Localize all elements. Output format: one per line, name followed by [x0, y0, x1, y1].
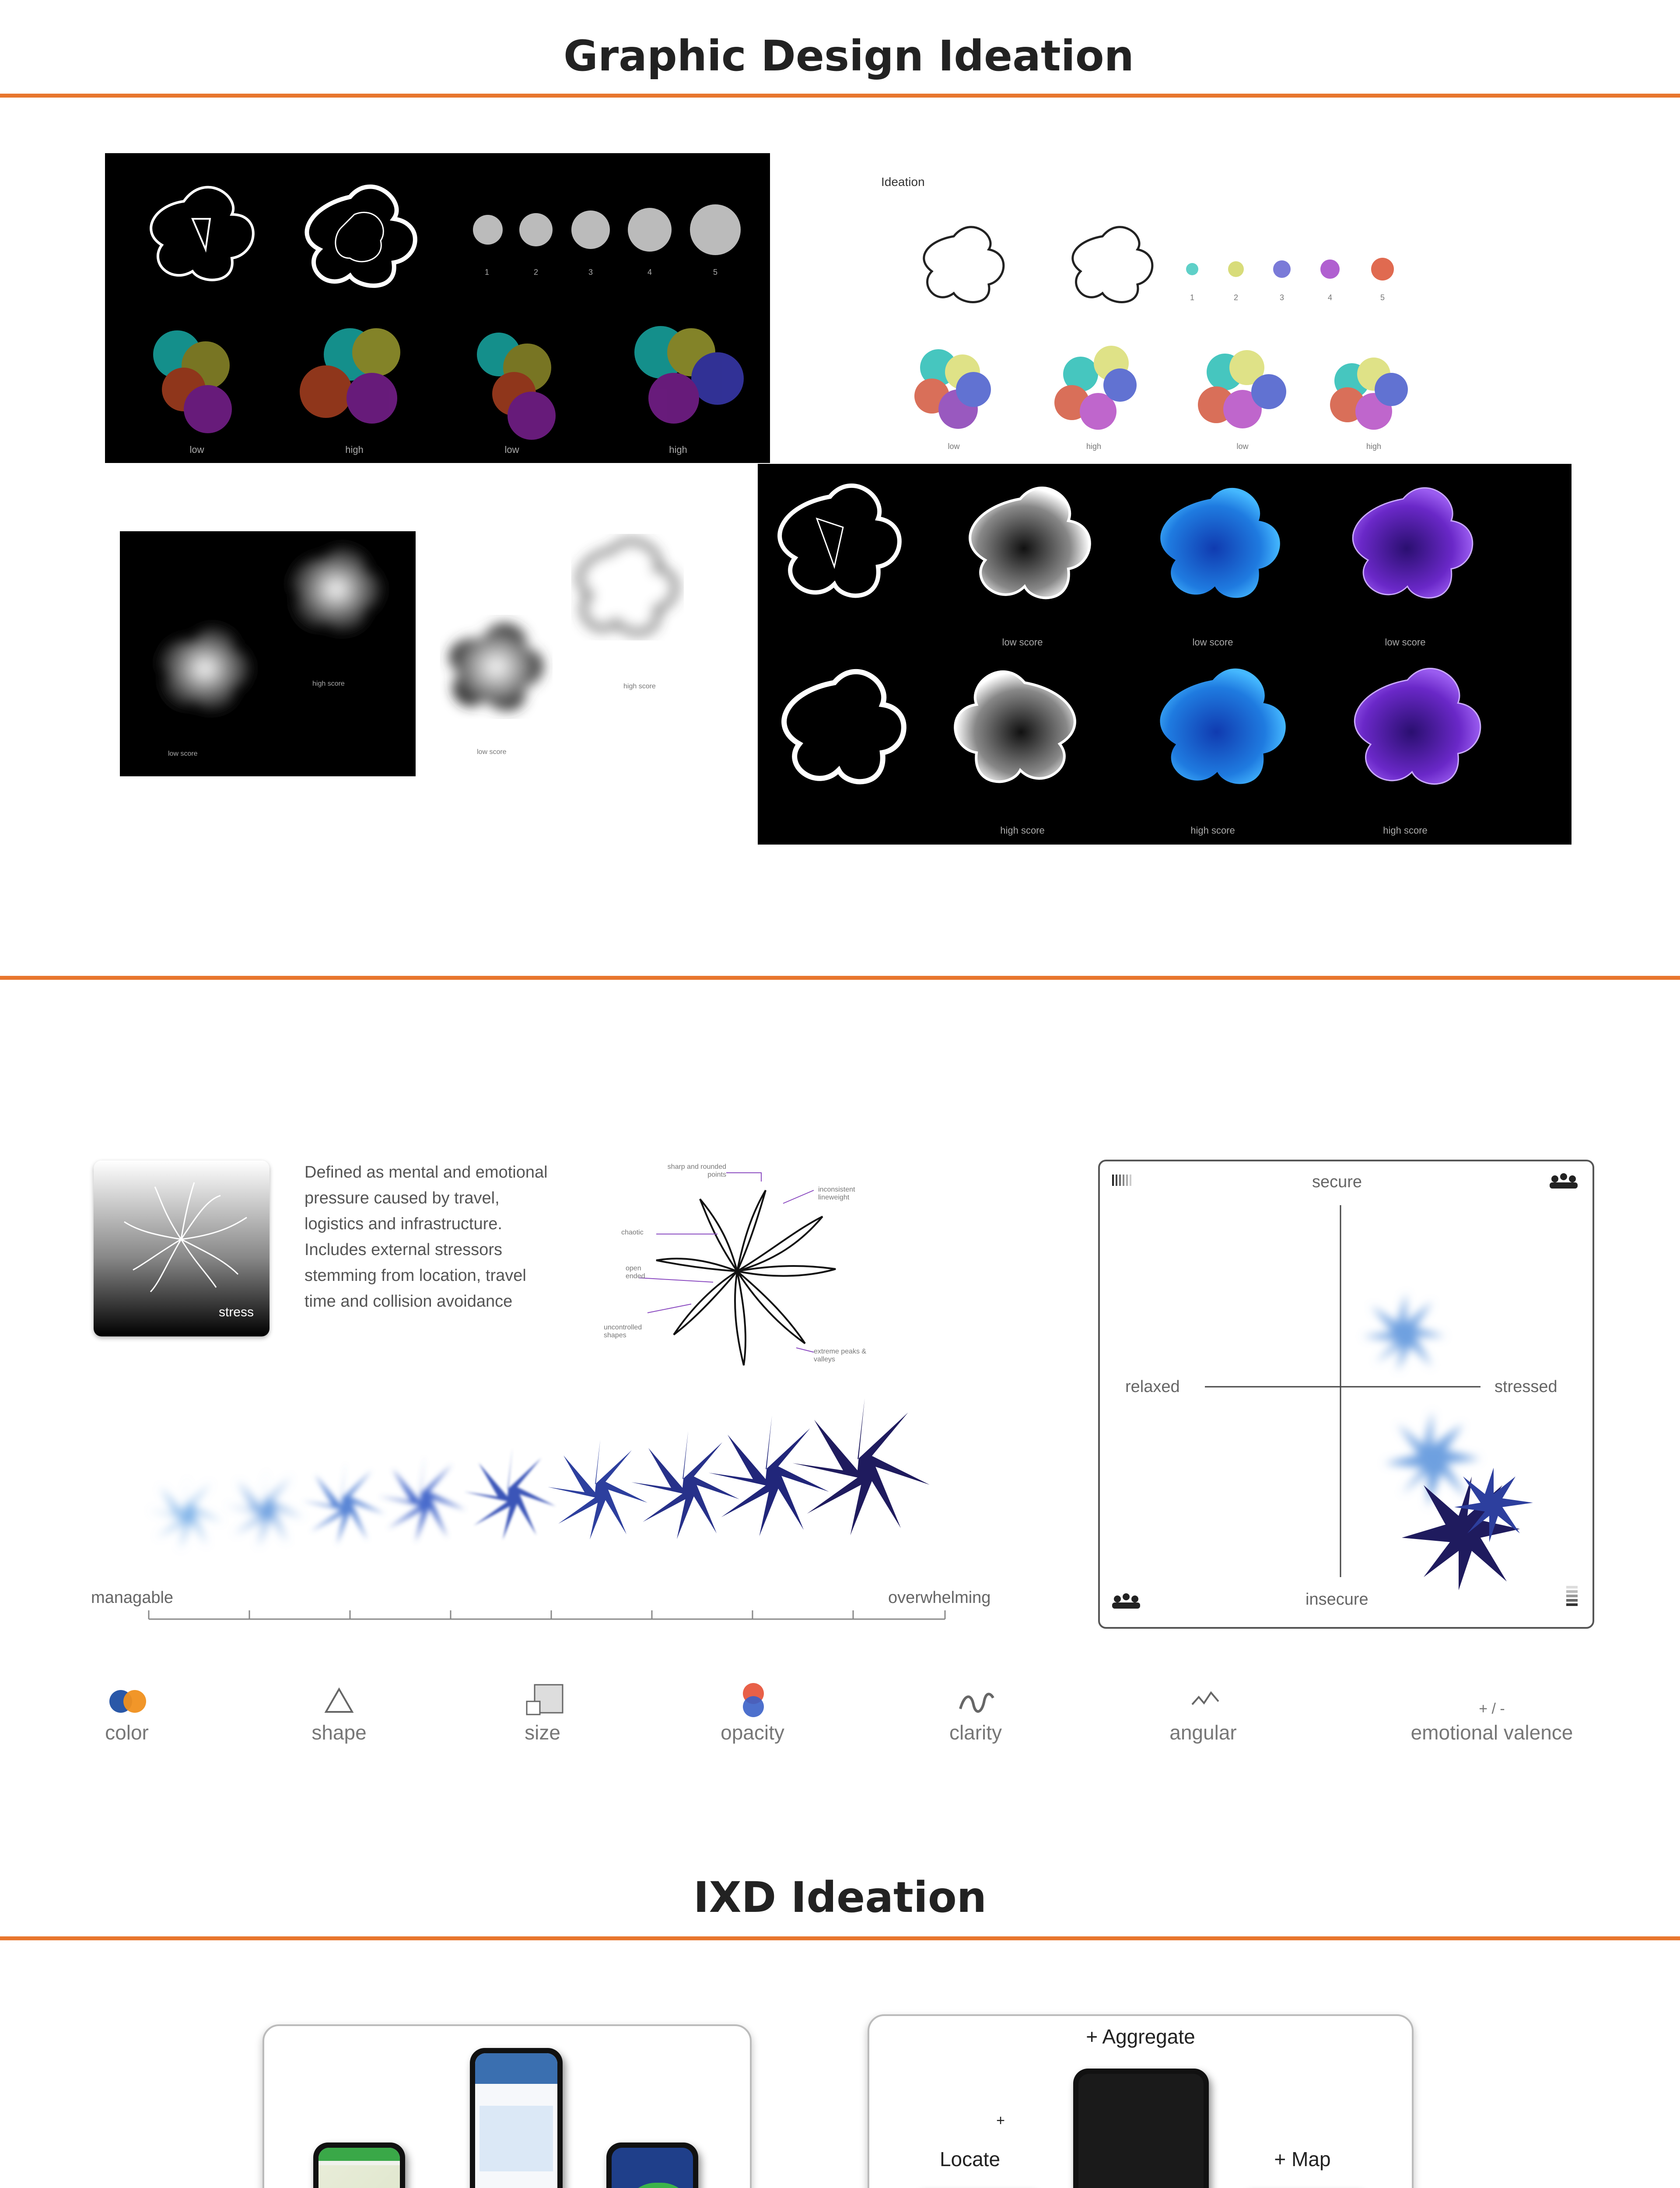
blob-sketches-light [866, 166, 1452, 464]
legend-high: high [669, 444, 687, 455]
annotated-stress-glyph [569, 1155, 910, 1392]
people-icon-bottom [1112, 1593, 1140, 1609]
opacity-dots-icon [743, 1683, 764, 1717]
aggregate-label: + Aggregate [1086, 2025, 1195, 2048]
stress-description: Defined as mental and emotional pressure caused by travel, logistics and infrastructure. Includes external stressors stemming from location, travel time and collision avoidance [304, 1163, 548, 1311]
stress-card [94, 1161, 270, 1336]
scale-left-label: managable [91, 1588, 174, 1607]
barcode-icon [1112, 1175, 1131, 1186]
blur-panel-white [420, 534, 726, 779]
combined-app-box [868, 2014, 1414, 2188]
low-score-label: low score [1385, 637, 1426, 648]
legend-low: low [504, 444, 519, 455]
divider-rule [0, 1936, 1680, 1940]
low-score-label: low score [168, 750, 198, 757]
ideation-panel-b [866, 166, 1452, 464]
phone-social-justice [1073, 2069, 1209, 2188]
annotation-extreme: extreme peaks & valleys [814, 1348, 867, 1363]
blurred-blobs-light [420, 534, 726, 779]
high-score-label: high score [623, 683, 656, 690]
legend-opacity: opacity [721, 1721, 784, 1744]
ideation-panel-a [105, 153, 770, 463]
gradient-bar-icon [1566, 1586, 1578, 1606]
scale-right-label: overwhelming [888, 1588, 991, 1607]
phone-school-locator [313, 2142, 405, 2188]
size-label: 1 [1190, 293, 1194, 302]
triangle-icon [326, 1689, 352, 1712]
size-label: 1 [484, 268, 489, 277]
panel-heading: Ideation [881, 175, 925, 189]
phone-epa [606, 2142, 698, 2188]
people-icon-top [1550, 1173, 1578, 1189]
size-label: 5 [713, 268, 718, 277]
squares-icon [527, 1685, 563, 1715]
low-score-label: low score [477, 748, 507, 756]
annotation-chaotic: chaotic [621, 1229, 644, 1236]
phone-real-estate [470, 2048, 563, 2188]
low-score-label: low score [1192, 637, 1233, 648]
divider-rule [0, 94, 1680, 98]
blurred-blobs [120, 531, 416, 776]
score-variations-panel [758, 464, 1572, 845]
legend-high: high [1086, 442, 1102, 451]
high-score-label: high score [312, 680, 345, 687]
size-label: 5 [1380, 293, 1385, 302]
high-score-label: high score [1000, 825, 1045, 836]
size-label: 3 [588, 268, 593, 277]
quadrant-chart [1098, 1160, 1594, 1629]
squiggle-icon [960, 1694, 993, 1711]
plus-minus-icon: + / - [1479, 1701, 1505, 1717]
color-dots-icon [109, 1690, 146, 1713]
section-title-ixd: IXD Ideation [693, 1873, 987, 1922]
legend-emotional-valence: emotional valence [1410, 1721, 1573, 1744]
legend-low: low [948, 442, 960, 451]
legend-clarity: clarity [949, 1721, 1002, 1744]
size-label: 3 [1279, 293, 1284, 302]
annotation-uncontrolled: uncontrolled shapes [604, 1324, 642, 1339]
legend-shape: shape [312, 1721, 367, 1744]
annotation-sharp: sharp and rounded points [667, 1163, 726, 1178]
locate-label: Locate [939, 2148, 1001, 2170]
section-title-graphic-design: Graphic Design Ideation [564, 32, 1134, 81]
stress-scale [144, 1610, 949, 1628]
divider-rule [0, 976, 1680, 980]
blur-panel-black [120, 531, 416, 776]
zigzag-icon [1192, 1693, 1218, 1704]
size-label: 4 [647, 268, 652, 277]
attribute-legend [0, 1676, 1680, 1755]
size-label: 2 [533, 268, 538, 277]
axis-left: relaxed [1125, 1378, 1180, 1396]
map-label: + Map [1274, 2148, 1331, 2170]
stress-progression [131, 1392, 984, 1575]
high-score-label: high score [1383, 825, 1428, 836]
blob-sketches [105, 153, 770, 463]
size-label: 2 [1233, 293, 1238, 302]
legend-high: high [345, 444, 364, 455]
axis-bottom: insecure [1306, 1590, 1368, 1609]
legend-size: size [525, 1721, 560, 1744]
size-circle-1 [473, 215, 503, 245]
size-label: 4 [1327, 293, 1332, 302]
high-score-label: high score [1190, 825, 1235, 836]
annotation-open: open ended [626, 1265, 645, 1280]
score-blobs [758, 464, 1572, 845]
existing-apps-box [262, 2024, 752, 2188]
legend-angular: angular [1169, 1721, 1237, 1744]
low-score-label: low score [1002, 637, 1043, 648]
axis-top: secure [1312, 1173, 1362, 1191]
legend-low: low [189, 444, 204, 455]
annotation-inconsistent: inconsistent lineweight [818, 1186, 855, 1201]
plus-label: + [996, 2112, 1005, 2129]
axis-right: stressed [1494, 1378, 1558, 1396]
legend-high: high [1366, 442, 1382, 451]
stress-card-label: stress [218, 1305, 254, 1319]
legend-low: low [1236, 442, 1249, 451]
legend-color: color [105, 1721, 149, 1744]
